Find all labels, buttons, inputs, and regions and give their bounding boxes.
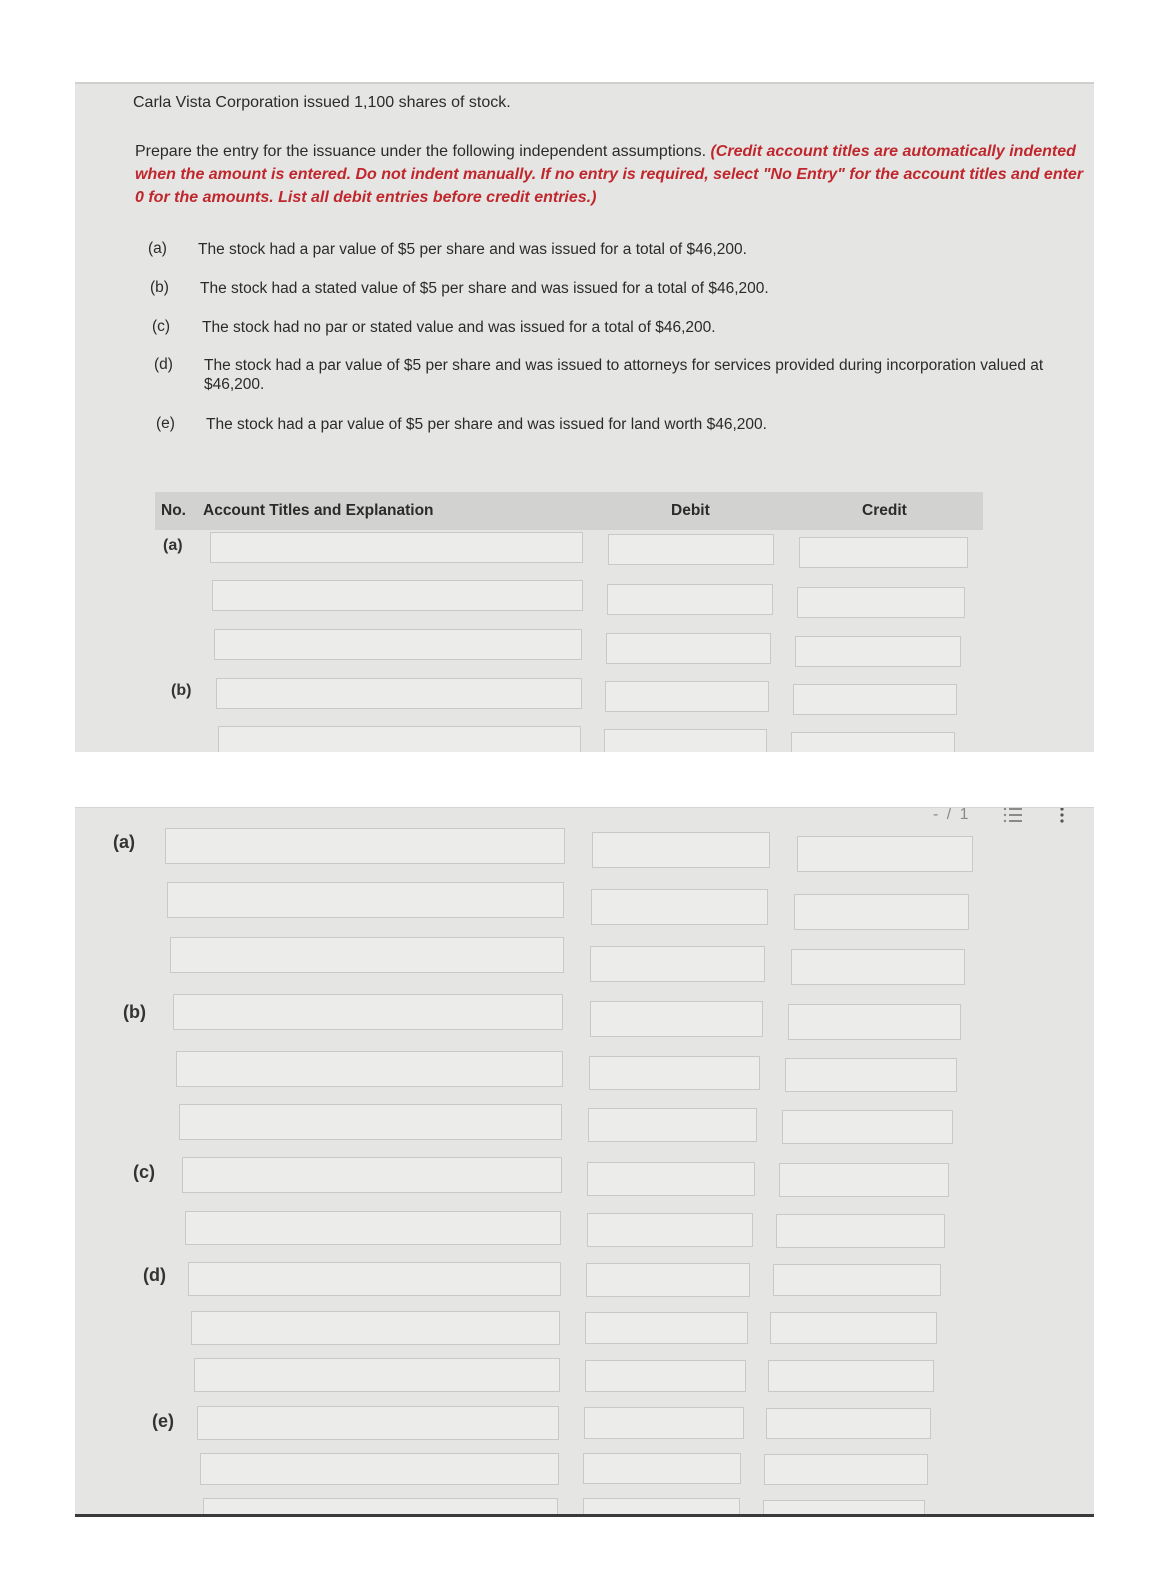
assumption-text: The stock had a par value of $5 per share and was issued for a total of $46,200. (198, 241, 747, 258)
debit-input[interactable] (585, 1312, 748, 1344)
credit-input[interactable] (795, 636, 961, 667)
column-account-titles: Account Titles and Explanation (203, 502, 434, 519)
account-title-input[interactable] (173, 994, 563, 1030)
entry-label-d: (d) (143, 1265, 166, 1285)
assumption-label: (a) (148, 240, 167, 257)
credit-input[interactable] (770, 1312, 937, 1344)
debit-input[interactable] (607, 584, 773, 615)
account-title-input[interactable] (216, 678, 582, 709)
credit-input[interactable] (794, 894, 969, 930)
account-title-input[interactable] (197, 1406, 559, 1440)
account-title-input[interactable] (210, 532, 583, 563)
debit-input[interactable] (591, 889, 768, 925)
problem-instructions (135, 140, 1090, 209)
account-title-input[interactable] (170, 937, 564, 973)
journal-table-header (155, 492, 983, 530)
debit-input[interactable] (590, 1001, 763, 1037)
account-title-input[interactable] (176, 1051, 563, 1087)
debit-input[interactable] (585, 1360, 746, 1392)
account-title-input[interactable] (194, 1358, 560, 1392)
account-title-input[interactable] (188, 1262, 561, 1296)
credit-input[interactable] (799, 537, 968, 568)
list-icon-svg (1003, 807, 1023, 824)
account-title-input[interactable] (179, 1104, 562, 1140)
entry-label-a: (a) (163, 537, 183, 554)
debit-input[interactable] (583, 1498, 740, 1517)
debit-input[interactable] (590, 946, 765, 982)
credit-input[interactable] (773, 1264, 941, 1296)
credit-input[interactable] (779, 1163, 949, 1197)
debit-input[interactable] (584, 1407, 744, 1439)
credit-input[interactable] (793, 684, 957, 715)
credit-input[interactable] (763, 1500, 925, 1517)
account-title-input[interactable] (191, 1311, 560, 1345)
account-title-input[interactable] (167, 882, 564, 918)
assumption-text: The stock had a par value of $5 per share and was issued for land worth $46,200. (206, 416, 767, 433)
problem-intro: Carla Vista Corporation issued 1,100 shares of stock. (133, 94, 511, 111)
account-title-input[interactable] (218, 726, 581, 752)
debit-input[interactable] (605, 681, 769, 712)
credit-input[interactable] (782, 1110, 953, 1144)
debit-input[interactable] (588, 1108, 757, 1142)
zoom-icon[interactable]: - / 1 (933, 807, 971, 823)
credit-input[interactable] (797, 587, 965, 618)
entry-label-e: (e) (152, 1411, 174, 1431)
assumption-label: (e) (156, 415, 175, 432)
assumption-text: The stock had a stated value of $5 per share and was issued for a total of $46,200. (200, 280, 769, 297)
more-vertical-icon-svg (1058, 807, 1066, 824)
credit-input[interactable] (785, 1058, 957, 1092)
account-title-input[interactable] (200, 1453, 559, 1485)
entry-label-b: (b) (171, 682, 192, 699)
credit-input[interactable] (791, 949, 965, 985)
debit-input[interactable] (608, 534, 774, 565)
column-credit: Credit (862, 502, 907, 519)
more-vertical-icon[interactable] (1058, 807, 1066, 829)
journal-entry-panel (75, 807, 1094, 1517)
debit-input[interactable] (589, 1056, 760, 1090)
credit-input[interactable] (776, 1214, 945, 1248)
account-title-input[interactable] (214, 629, 582, 660)
debit-input[interactable] (586, 1263, 750, 1297)
list-icon[interactable] (1003, 807, 1023, 829)
account-title-input[interactable] (165, 828, 565, 864)
account-title-input[interactable] (212, 580, 583, 611)
account-title-input[interactable] (182, 1157, 562, 1193)
debit-input[interactable] (606, 633, 771, 664)
column-no: No. (161, 502, 186, 519)
credit-input[interactable] (788, 1004, 961, 1040)
credit-input[interactable] (797, 836, 973, 872)
column-debit: Debit (671, 502, 710, 519)
debit-input[interactable] (592, 832, 770, 868)
debit-input[interactable] (604, 729, 767, 752)
account-title-input[interactable] (203, 1498, 558, 1517)
entry-label-a: (a) (113, 832, 135, 852)
debit-input[interactable] (583, 1453, 741, 1484)
entry-label-b: (b) (123, 1002, 146, 1022)
assumption-text: The stock had no par or stated value and was issued for a total of $46,200. (202, 319, 716, 336)
credit-input[interactable] (791, 732, 955, 752)
problem-panel (75, 82, 1094, 752)
assumption-label: (d) (154, 356, 173, 373)
instruction-note: (Credit account titles are automatically indented when the amount is entered. Do not indent manually. If no entry is required, select "No Entry" for the account titles and enter 0 for the amounts. List all debit entries before credit entries.) (135, 143, 1084, 206)
credit-input[interactable] (764, 1454, 928, 1485)
credit-input[interactable] (766, 1408, 931, 1439)
assumption-text: The stock had a par value of $5 per share and was issued to attorneys for services provided during incorporation valued at $46,200. (204, 357, 1044, 393)
assumption-label: (b) (150, 279, 169, 296)
debit-input[interactable] (587, 1162, 755, 1196)
credit-input[interactable] (768, 1360, 934, 1392)
debit-input[interactable] (587, 1213, 753, 1247)
assumption-label: (c) (152, 318, 171, 335)
instruction-text: Prepare the entry for the issuance under the following independent assumptions. (135, 143, 711, 160)
account-title-input[interactable] (185, 1211, 561, 1245)
entry-label-c: (c) (133, 1162, 155, 1182)
